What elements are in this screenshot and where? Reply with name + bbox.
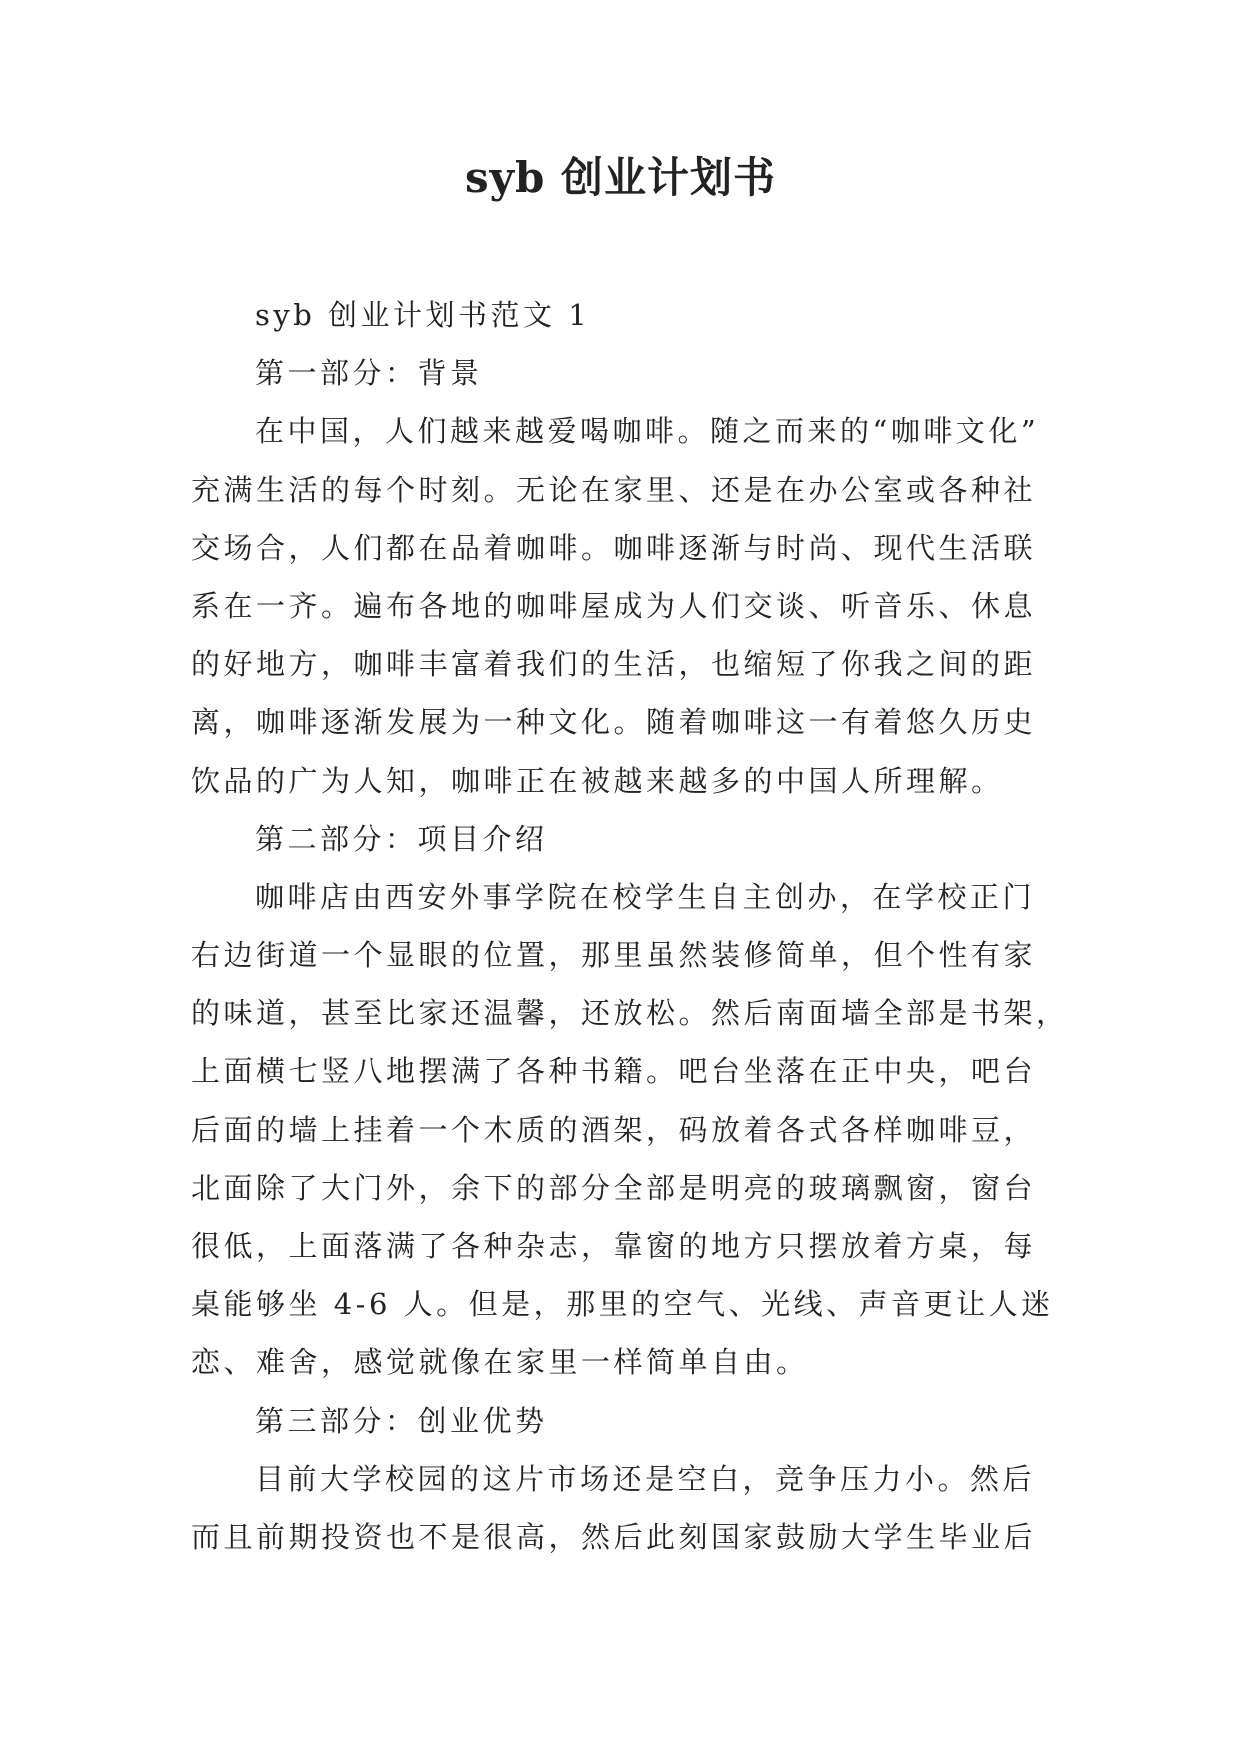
section-heading-background: 第一部分：背景 bbox=[255, 356, 483, 391]
paragraph-line: 的好地方，咖啡丰富着我们的生活，也缩短了你我之间的距 bbox=[191, 647, 1037, 682]
paragraph-line: 后面的墙上挂着一个木质的酒架，码放着各式各样咖啡豆， bbox=[191, 1112, 1037, 1147]
paragraph-line: 在中国，人们越来越爱喝咖啡。随之而来的“咖啡文化” bbox=[255, 414, 1040, 449]
paragraph-line: 北面除了大门外，余下的部分全部是明亮的玻璃飘窗，窗台 bbox=[191, 1170, 1037, 1205]
paragraph-line: 充满生活的每个时刻。无论在家里、还是在办公室或各种社 bbox=[191, 472, 1037, 507]
document-title: syb 创业计划书 bbox=[464, 153, 777, 202]
paragraph-line: 恋、难舍，感觉就像在家里一样简单自由。 bbox=[191, 1345, 809, 1380]
paragraph-line: 饮品的广为人知，咖啡正在被越来越多的中国人所理解。 bbox=[191, 763, 1004, 798]
paragraph-line: 桌能够坐 4-6 人。但是，那里的空气、光线、声音更让人迷 bbox=[191, 1287, 1054, 1322]
paragraph-line: 咖啡店由西安外事学院在校学生自主创办，在学校正门 bbox=[255, 879, 1036, 914]
paragraph-line: 离，咖啡逐渐发展为一种文化。随着咖啡这一有着悠久历史 bbox=[191, 705, 1037, 740]
subtitle-line: syb 创业计划书范文 1 bbox=[255, 298, 591, 332]
paragraph-line: 很低，上面落满了各种杂志，靠窗的地方只摆放着方桌，每 bbox=[191, 1229, 1037, 1263]
paragraph-line: 目前大学校园的这片市场还是空白，竞争压力小。然后 bbox=[255, 1461, 1036, 1496]
paragraph-line: 交场合，人们都在品着咖啡。咖啡逐渐与时尚、现代生活联 bbox=[191, 530, 1037, 565]
paragraph-line: 的味道，甚至比家还温馨，还放松。然后南面墙全部是书架， bbox=[191, 996, 1069, 1031]
paragraph-line: 右边街道一个显眼的位置，那里虽然装修简单，但个性有家 bbox=[191, 938, 1037, 973]
paragraph-line: 而且前期投资也不是很高，然后此刻国家鼓励大学生毕业后 bbox=[191, 1519, 1037, 1554]
section-heading-advantage: 第三部分：创业优势 bbox=[255, 1403, 548, 1438]
section-heading-project: 第二部分：项目介绍 bbox=[255, 821, 548, 856]
document-body bbox=[191, 286, 1069, 1566]
paragraph-line: 系在一齐。遍布各地的咖啡屋成为人们交谈、听音乐、休息 bbox=[191, 588, 1037, 623]
paragraph-line: 上面横七竖八地摆满了各种书籍。吧台坐落在正中央，吧台 bbox=[191, 1054, 1037, 1089]
